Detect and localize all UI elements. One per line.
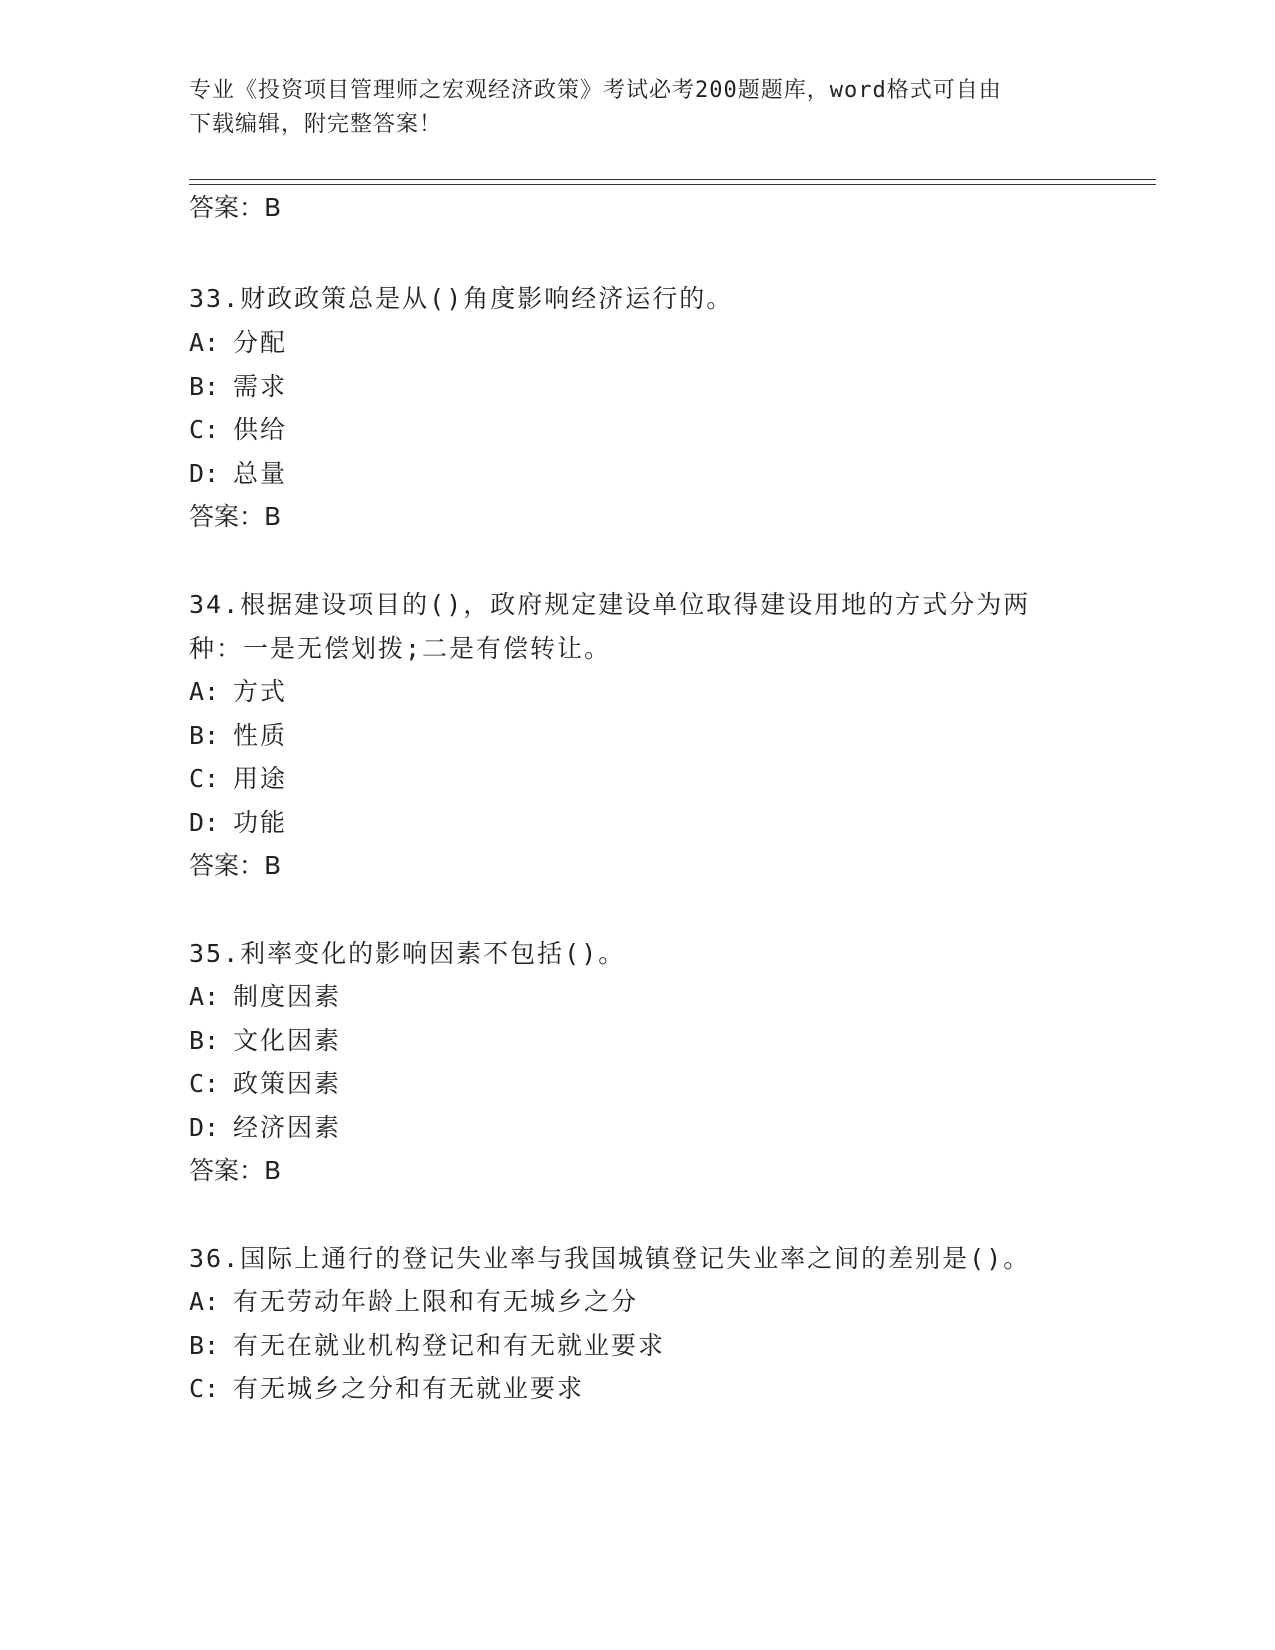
option-label: A: xyxy=(189,328,220,357)
option-c xyxy=(189,1372,584,1406)
option-text: 政策因素 xyxy=(233,1069,342,1098)
option-d xyxy=(189,457,287,491)
option-text: 总量 xyxy=(233,459,288,488)
option-c xyxy=(189,1067,341,1101)
option-label: C: xyxy=(189,1374,220,1403)
option-c xyxy=(189,762,287,796)
option-label: B: xyxy=(189,721,220,750)
option-label: C: xyxy=(189,1069,220,1098)
option-label: B: xyxy=(189,1026,220,1055)
option-label: D: xyxy=(189,808,220,837)
option-label: D: xyxy=(189,459,220,488)
question-stem-continued: 种：一是无偿划拨;二是有偿转让。 xyxy=(189,634,612,663)
option-text: 有无劳动年龄上限和有无城乡之分 xyxy=(233,1287,639,1316)
option-a xyxy=(189,1285,638,1319)
answer-line: 答案：B xyxy=(189,851,282,880)
option-text: 供给 xyxy=(233,415,288,444)
option-b xyxy=(189,719,287,753)
option-label: B: xyxy=(189,372,220,401)
option-label: B: xyxy=(189,1331,220,1360)
header-rule-bottom xyxy=(189,184,1156,185)
header-line-1: 专业《投资项目管理师之宏观经济政策》考试必考200题题库，word格式可自由 xyxy=(189,78,1002,103)
option-a xyxy=(189,980,341,1014)
question-stem: 33.财政政策总是从()角度影响经济运行的。 xyxy=(189,284,734,313)
option-a xyxy=(189,326,287,360)
option-text: 分配 xyxy=(233,328,288,357)
option-d xyxy=(189,806,287,840)
option-label: C: xyxy=(189,764,220,793)
option-a xyxy=(189,675,287,709)
answer-line: 答案：B xyxy=(189,1156,282,1185)
option-c xyxy=(189,413,287,447)
option-label: C: xyxy=(189,415,220,444)
option-b xyxy=(189,1329,665,1363)
option-label: D: xyxy=(189,1113,220,1142)
option-text: 制度因素 xyxy=(233,982,342,1011)
option-b xyxy=(189,370,287,404)
option-text: 性质 xyxy=(233,721,288,750)
option-b xyxy=(189,1024,341,1058)
question-stem: 34.根据建设项目的()，政府规定建设单位取得建设用地的方式分为两 xyxy=(189,590,1031,619)
option-label: A: xyxy=(189,982,220,1011)
option-text: 有无在就业机构登记和有无就业要求 xyxy=(233,1331,666,1360)
option-d xyxy=(189,1111,341,1145)
option-text: 有无城乡之分和有无就业要求 xyxy=(233,1374,585,1403)
header-rule-top xyxy=(189,179,1156,180)
option-label: A: xyxy=(189,1287,220,1316)
option-text: 用途 xyxy=(233,764,288,793)
header-line-2: 下载编辑，附完整答案！ xyxy=(189,112,443,137)
answer-line: 答案：B xyxy=(189,193,282,222)
option-text: 经济因素 xyxy=(233,1113,342,1142)
document-header xyxy=(189,74,1069,142)
answer-line: 答案：B xyxy=(189,502,282,531)
option-label: A: xyxy=(189,677,220,706)
question-stem: 35.利率变化的影响因素不包括()。 xyxy=(189,939,626,968)
question-stem: 36.国际上通行的登记失业率与我国城镇登记失业率之间的差别是()。 xyxy=(189,1244,1031,1273)
option-text: 功能 xyxy=(233,808,288,837)
option-text: 文化因素 xyxy=(233,1026,342,1055)
option-text: 需求 xyxy=(233,372,288,401)
option-text: 方式 xyxy=(233,677,288,706)
